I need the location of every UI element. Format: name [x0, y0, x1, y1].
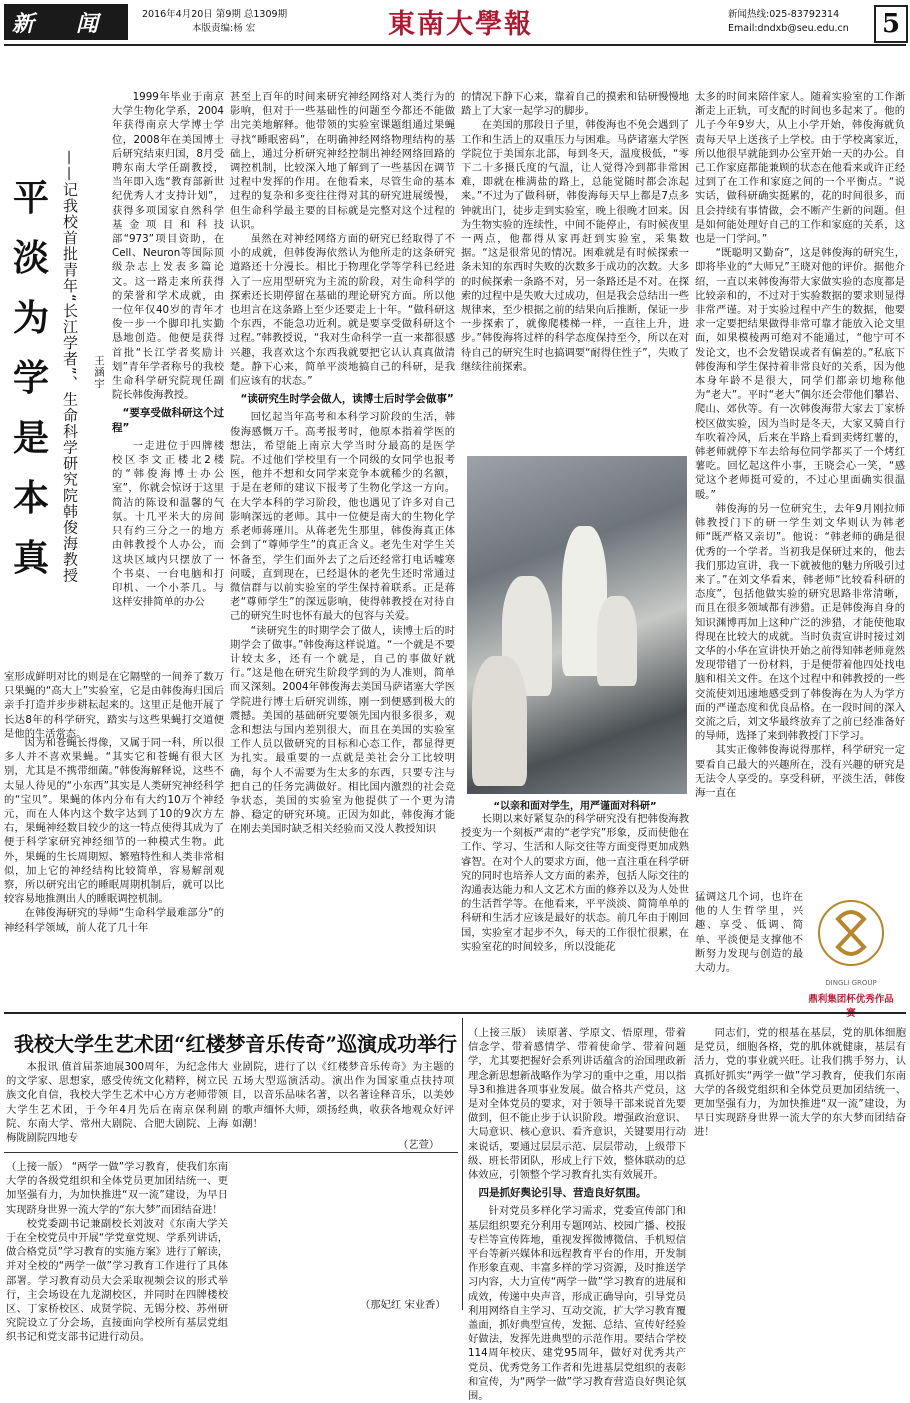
news-hotline: 新闻热线:025-83792314: [728, 9, 840, 20]
section-char-2: 闻: [76, 11, 99, 37]
article-col-2: 因为和苍蝇长得像，又属于同一科，所以很多人并不喜欢果蝇。“其实它和苍蝇有很大区别，尤其是不携带细菌。”韩俊海解释说，这些不太显人待见的“小东西”其实是人类研究神经科学的“宝贝”。果蝇的体内分布有大约10万个神经元，而在人体内这个数字达到了10的9次方左右，果蝇神经数目较少的这一特点使得其成为了便于科学家研究神经细节的一种模式生物。此外，果蝇的生长周期短、繁殖特性和人类非常相似，加上它的神经结构比较简单，容易解剖观察，所以研究出它的睡眠周期机制后，就可以比较容易地推测出人的睡眠调控机制。 在韩俊海研究的导师“生命科学最难部分”的神经科学领域，前人花了几十年: [4, 737, 224, 934]
article4-subhead: 四是抓好舆论引导、营造良好氛围。: [478, 1187, 647, 1200]
article-col-4-top: 的情况下静下心来，靠着自己的摸索和钻研慢慢地踏上了大家一起学习的脚步。 在美国的那段日子里，韩俊海也不免会遇到了工作和生活上的双重压力与困难。马萨诸塞大学医学院位于美国东北部，每到冬天，温度极低，“零下二十多摄氏度的气温，让人觉得冷到都非常困难，即就在椎满盐的路上，总能觉随时都会冻起来。”不过为了做科研，韩俊海每天早上都是7点多钟就出门，徒步走到实验室，晚上很晚才回来。因为生物实验的连续性，中间不能停止，有时候夜里一两点，他都得从家再赶到实验室，采集数据。“这是很常见的情况。困难就是有时候探索一条未知的东西时失败的次数多于成功的次数。大多的时候探索一条路不对，另一条路还是不对。在探索的过程中是失败大过成功，但是我会总结出一些规律来，至少根据之前的结果向后推断，保证一步一步探索了，就像爬楼梯一样，一直往上升，进步。”韩俊海将过样的科学态度保持至今，所以在对待自己的研究生时也搞调要“耐得住性子”，失败了继续往前探索。: [461, 91, 689, 373]
article-subtitle: ——记我校首批青年“长江学者”、生命科学研究院韩俊海教授: [61, 150, 79, 584]
news-email: Email:dndxb@seu.edu.cn: [728, 23, 849, 34]
article2-byline: （艺萱）: [398, 1139, 440, 1151]
ad-brand: DINGLI GROUP: [825, 979, 877, 987]
sponsor-ad: [808, 895, 894, 1009]
photo-caption: “以亲和面对学生，用严谨面对科研”: [493, 801, 657, 812]
article-author: 王涵宇: [93, 355, 105, 390]
article3-col-2: [232, 1160, 454, 1298]
article2-body-left: 本报讯 值首届茶迪展300周年，为纪念伟大的文学家、思想家，感受传统文化精粹，树立民族文化自信，我校大学生艺术中心方方老师带领大学生艺术团，于今年4月先后在南京保利剧院、东南大学、常州大剧院、合肥大剧院、上海梅陇剧院四地专: [6, 1061, 228, 1145]
section-banner: [4, 4, 128, 40]
article-title: 平 淡 为 学 是 本 真: [12, 177, 49, 579]
article2-title: 我校大学生艺术团“红楼梦音乐传奇”巡演成功举行: [14, 1032, 458, 1056]
header-rule: [4, 44, 906, 46]
article2-rule: [4, 1152, 458, 1153]
subhead-1: “要享受做科研这个过程”: [112, 407, 224, 434]
article4-col-1: （上接三版） 读原著、学原文、悟原理，带着信念学、带着感情学、带着使命学、带着问题学，尤其要把握好会系列讲话蕴含的治国理政新理念新思想新战略作为学习的重中之重，用以指导3和推进各项事业发展。做合格共产党员，这是对全体党员的要求，对于领导干部来说首先要做到，但不能止步于认识阶段。增强政治意识、大局意识、核心意识、看齐意识，关键要用行动来说话，要通过层层示范、层层带动，上级带下级、班长带团队，形成上行下效，整体联动的总体效应，引领整个学习教育扎实有效展开。 四是抓好舆论引导、营造良好氛围。 针对党员多样化学习需求，党委宣传部门和基层组织要充分利用专题网站、校园广播、校报专栏等宣传阵地，重视发挥微博微信、手机短信平台等新兴媒体和远程教育平台的作用，开发制作形象直观、丰富多样的学习资源，及时推送学习内容，大力宣传“两学一做”学习教育的进展和成效，传递中央声音，形成正确导向，引导党员利用网络自主学习、互动交流，扩大学习教育覆盖面，抓好典型宣传，发掘、总结、宣传好经验好做法，发挥先进典型的示范作用。要结合学校114周年校庆、建党95周年，做好对优秀共产党员、优秀党务工作者和先进基层党组织的表彰和宣传，为“两学一做”学习教育营造良好舆论氛围。: [468, 1027, 686, 1403]
page-number: 5: [874, 5, 908, 43]
article3-col-1: （上接一版） “两学一做”学习教育，使我们东南大学的各级党组织和全体党员更加团结统一、更加坚强有力，为加快推进“双一流”建设，为早日实现跻身世界一流大学的“东大梦”而团结奋进！ 校党委副书记兼副校长刘波对《东南大学关于在全校党员中开展“学党章党规、学系列讲话，做合格党员”学习教育的实施方案》进行了解读，并对全校的“两学一做”学习教育工作进行了具体部署。学习教育动员大会采取视频会议的形式举行，主会场设在九龙湖校区，并同时在四牌楼校区、丁家桥校区、成贤学院、无锡分校、苏州研究院设立了分会场，直接面向学校所有基层党组织书记和党支部书记进行动员。: [6, 1161, 228, 1344]
article-col-5: 太多的时间来陪伴家人。随着实验室的工作渐渐走上正轨，可支配的时间也多起来了。他的儿子今年9岁大，从上小学开始，韩俊海就负责每天早上送孩子上学校。由于学校离家近，所以他很早就能到办公室开始一天的办公。自己工作家庭都能兼顾的状态在他看来或许正经过到了在工作和家庭之间的一个平衡点。“说实话，做科研确实挺累的，花的时间很多，而且会持续有事情做，会不断产生新的问题。但是如何能处理好自己的工作和家庭的关系，这也是一门学问。” “既聪明又勤奋”，这是韩俊海的研究生，即将毕业的“大师兄”王晓对他的评价。据他介绍，一直以来韩俊海带大家做实验的态度都是比较亲和的，不过对于实验数据的要求则显得非常严谨。对于实验过程中产生的数据，他要求一定要把结果做得非常可靠才能放入论文里面，如果模棱两可绝对不能通过，“他宁可不发论文，也不会发错误或者有偏差的。”私底下韩俊海和学生保持着非常良好的关系，因为他本身年龄不是很大，同学们都亲切地称他为“老大”。平时“老大”偶尔还会带他们攀岩、爬山、郊伙等。有一次韩俊海带大家去丁家桥校区做实验，因为当时是冬天，大家又骑自行车吹着冷风，后来在半路上看到卖烤红薯的，韩老师就停下车去给每位同学都买了一个烤红薯吃。回忆起这件小事，王晓会心一笑，“感觉这个老师挺可爱的，不过心里面确实很温暖。” 韩俊海的另一位研究生，去年9月刚拉师韩教授门下的研一学生刘文华则认为韩老师“既严格又亲切”。他说：“韩老师的确是很优秀的一个学者。当初我是保研过来的，他去我们那边宣讲，我一下就被他的魅力所吸引过来了。”在刘文华看来，韩老师“比较看科研的态度”，包括他做实验的研究思路非常清晰，而且在很多领域都有涉猎。正是韩俊海自身的知识渊博再加上这种广泛的涉猎，才能使他取得现在比较大的成就。当时负责宣讲时接过刘文华的小华在宣讲快开始之前得知韩老师竟然发现带错了一份材料，于是便带着他四处找电脑和相关文件。在这个过程中和韩教授的一些交流使刘迅速地感受到了韩俊海在为人为学方面的严谨态度和优良品格。在一段时间的深入交流之后，刘文华最终放弃了之前已经准备好的导师，选择了来到韩教授门下学习。 其实正像韩俊海说得那样，科学研究一定要看自己最大的兴趣所在，没有兴趣的研究是无法令人享受的。享受科研，平淡生活，韩俊海一直在: [695, 91, 905, 799]
column-divider: [462, 1018, 463, 1310]
article-col-3: 甚至上百年的时间来研究神经网络对人类行为的影响，但对于一些基础性的问题至今都还不能做出完美地解释。他带领的实验室课题组通过果蝇寻找“睡眠密码”，在明确神经网络物理结构的基础上，通过分析研究神经控制出神经网络回路的调控机制，比较深入地了解到了一些基因在调节过程中发挥的作用。在他看来，尽管生命的基本过程的复杂和多变往往得对其的研究进展缓慢，但生命科学最主要的目标就是完整对这个过程的认识。 虽然在对神经网络方面的研究已经取得了不小的成就，但韩俊海依然认为他所走的这条研究道路还十分漫长。相比于物理化学等学科已经进入了一应用型研究为主流的阶段，对生命科学的探索还长期停留在基础的理论研究方面。所以他也坦言在这条路上至少还要走上十年。“做科研这个东西，不能急功近利。就是要享受做科研这个过程。”韩教授说，“我对生命科学一直一来都很感兴趣，我喜欢这个东西我就要把它认认真真做清楚。静下心来，简单平淡地搞自己的科研，是我们应该有的状态。” “读研究生时学会做人，读博士后时学会做事” 回忆起当年高考和本科学习阶段的生活，韩俊海感慨万千。高考报考时，他原本指着学医的想法，希望能上南京大学当时分最高的是医学院。不过他们学校里有一个同级的女同学也报考医，他并不想和女同学来竞争本就稀少的名额，于是在老师的建议下报考了生物化学这一方向。在大学本科的学习阶段，他也遇见了许多对自己影响深远的老师。其中一位便是南大的生物化学系老师蒋瑾川。从蒋老先生那里，韩俊海真正体会到了“尊师学生”的真正含义。老先生对学生关怀备至，学生们面外去了之后还经常打电话嘘寒问暖，直到现在，已经退休的老先生还时常通过微信群与以前实验室的学生保持着联系。正是蒋老“尊师学生”的深远影响，使得韩教授在对待自己的研究生时也怀有最大的包容与关爱。 “读研究生的时期学会了做人，读博士后的时期学会了做事。”韩俊海这样说道。“一个就是不要计较太多，还有一个就是，自己的事做好就行。”这是他在研究生阶段学到的为人准则，简单而又深刻。2004年韩俊海去美国马萨诸塞大学医学院进行博士后研究训练，刚一到便感到极大的震撼。美国的基础研究要领先国内很多很多，观念和想法与国内差别很大，而且在美国的实验室工作人员以做研究的目标和心态工作，都显得更为扎实。最重要的一点就是美社会分工比较明确，每个人不需要为生太多的东西，只要专注与把自己的任务完满做好。相比国内激烈的社会竞争状态，美国的实验室为他提供了一个更为清静、稳定的研究环境。正因为如此，韩俊海才能在刚去美国时缺乏相关经验而又没人教授知识: [230, 91, 455, 836]
page-editor: 本版责编:杨 宏: [192, 23, 256, 34]
article3-byline: （那妃红 宋业香）: [360, 1299, 446, 1311]
article-col-wide: 室形成鲜明对比的则是在它隔壁的一间养了数万只果蝇的“高大上”实验室，它是由韩俊海归国后亲手打造并步步耕耘起来的。这里正是他开展了长达8年的科学研究，踏实与这些果蝇打交道便是他的生活常态。: [4, 671, 224, 740]
date-issue: 2016年4月20日 第9期 总1309期: [142, 9, 288, 20]
dingli-logo-icon: [808, 895, 894, 975]
section-char-1: 新: [12, 11, 35, 37]
section-rule: [4, 1012, 906, 1014]
lab-photo: [467, 456, 687, 794]
article-col-4-bottom: 长期以来好紧复杂的科学研究没有把韩俊海教授变为一个刻板严肃的“老学究”形象，反而使他在工作、学习、生活和人际交往等方面变得更加成熟睿智。在对个人的要求方面，他一直注重在科学研究的同时也培养人文方面的素养，包括人际交往的沟通表达能力和人文艺术方面的修养以及为人处世的生活哲学等。在他看来，平平淡淡、简简单单的科研和生活才应该是最好的状态。前几年由于刚回国，实验室才起步不久，每天的工作很忙很累，在实验室花的时间较多，所以没能花: [461, 813, 689, 953]
article4-col-2: 同志们，党的根基在基层，党的肌体细胞是党员，细胞各格，党的肌体就健康，基层有活力，党的事业就兴旺。让我们携手努力，认真抓好抓实“两学一做”学习教育，使我们东南大学的各级党组织和全体党员更加团结统一、更加坚强有力，为加快推进“双一流”建设，为早日实现跻身世界一流大学的东大梦而团结奋进！: [694, 1027, 906, 1139]
article2-body-right: 业剧院，进行了以《红楼梦音乐传奇》为主题的五场大型巡演活动。演出作为国家重点扶持项目，以音乐品味名著，以名著诠释音乐，以美妙的歌声缅怀大师，颂扬经典，收获各地观众好评如潮！: [232, 1061, 454, 1130]
subhead-2: “读研究生时学会做人，读博士后时学会做事”: [240, 393, 454, 406]
article-col-5-end: 猛调这几个词，也许在他的人生哲学里，兴趣、享受、低调、简单、平淡便是支撑他不断努力发现与创造的最大动力。: [695, 891, 803, 975]
newspaper-logo: 東南大學報: [388, 9, 533, 40]
article-col-1: 1999年毕业于南京大学生物化学系，2004年获得南京大学博士学位，2008年在美国博士后研究结束归国，8月受聘东南大学任副教授，当年即入选“教育部新世纪优秀人才支持计划”，获得多项国家自然科学基金项目和科技部“973”项目资助，在Cell、Neuron等国际顶级杂志上发表多篇论文。这一路走来所获得的荣誉和学术成就，由一位年仅40岁的青年才俊一步一个脚印扎实勤恳地创造。他便是获得首批“长江学者奖励计划”青年学者称号的我校生命科学研究院现任副院长韩俊海教授。 “要享受做科研这个过程” 一走进位于四牌楼校区李文正楼北2楼的“韩俊海博士办公室”，你就会惊讶于这里简洁的陈设和温馨的气氛。十几平米大的房间只有约三分之一的地方由韩教授个人办公，而这块区域内只摆放了一个书桌、一台电脑和打印机、一个小茶几。与这样安排简单的办公: [112, 91, 224, 609]
ad-caption: 鼎利集团杯优秀作品: [808, 994, 894, 1005]
